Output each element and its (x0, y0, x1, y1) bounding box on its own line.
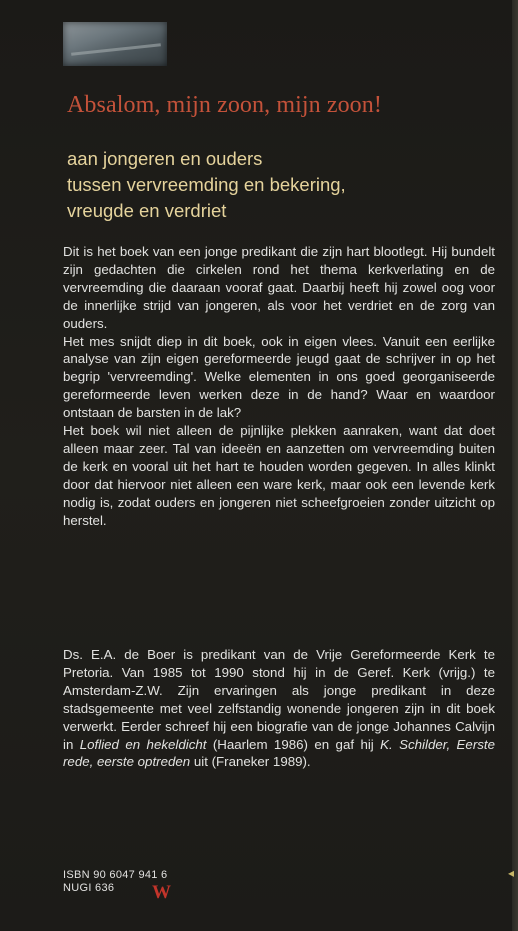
blurb-paragraph: Dit is het boek van een jonge predikant die zijn hart blootlegt. Hij bundelt zijn gedachten die cirkelen rond het thema kerkverlating en de vervreemding die daaraan vooraf gaat. Daarbij heeft hij zowel oog voor de innerlijke strijd van jongeren, als voor het verdriet en de zorg van ouders. (63, 244, 495, 331)
nugi-code: NUGI 636 (63, 882, 115, 894)
subtitle-line: tussen vervreemding en bekering, (67, 174, 346, 195)
blurb-paragraph: Het boek wil niet alleen de pijnlijke plekken aanraken, want dat doet alleen maar zeer. Tal van ideeën en aanzetten om vervreemding buiten de kerk en vooral uit het hart te houden worden gegeven. In alles klinkt door dat hiervoor niet alleen een ware kerk, maar ook een levende kerk nodig is, zodat ouders en jongeren niet scheefgroeien zonder uitzicht op herstel. (63, 423, 495, 528)
book-title: Absalom, mijn zoon, mijn zoon! (67, 92, 382, 118)
cover-photo (63, 22, 167, 66)
bio-text: (Haarlem 1986) en gaf hij (206, 736, 381, 752)
photo-highlight (71, 43, 161, 55)
author-bio (63, 646, 495, 771)
bio-text: Ds. E.A. de Boer is predikant van de Vrije Gereformeerde Kerk te Pretoria. Van 1985 tot 1990 stond hij in de Geref. Kerk (vrijg.) te Amsterdam-Z.W. Zijn ervaringen als jonge predikant in deze stadsgemeente met veel zelfstandig wonende jongeren zijn in dit boek verwerkt. Eerder schreef hij een biografie van de jonge Johannes Calvijn in (63, 647, 495, 752)
book-reference: K. Schilder, Eerste rede, eerste optreden (63, 736, 495, 770)
blurb-paragraph: Het mes snijdt diep in dit boek, ook in eigen vlees. Vanuit een eerlijke analyse van zijn eigen gereformeerde jeugd gaat de schrijver in op het begrip 'vervreemding'. Welke elementen in ons goed georganiseerde gereformeerde leven werken deze in de hand? Waar en waardoor ontstaan de barsten in de lak? (63, 333, 495, 421)
book-subtitle (67, 146, 497, 224)
bio-text: uit (Franeker 1989). (190, 754, 311, 770)
isbn-number: ISBN 90 6047 941 6 (63, 869, 168, 881)
cover-edge (512, 0, 518, 931)
blurb (63, 243, 495, 530)
book-reference: Loflied en hekeldicht (79, 736, 207, 752)
publisher-logo: W (152, 882, 171, 903)
corner-mark-icon: ◂ (508, 866, 515, 880)
subtitle-line: vreugde en verdriet (67, 200, 227, 221)
subtitle-line: aan jongeren en ouders (67, 148, 263, 169)
